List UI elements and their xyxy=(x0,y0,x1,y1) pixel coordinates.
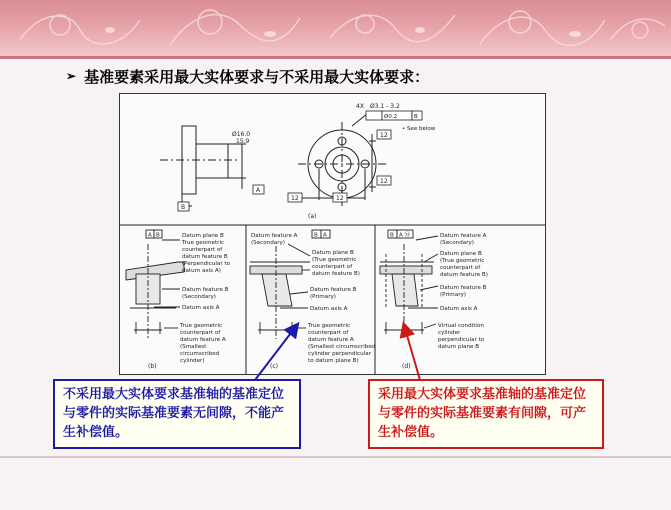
note-without-mmc: 不采用最大实体要求基准轴的基准定位与零件的实际基准要素无间隙，不能产生补偿值。 xyxy=(53,379,301,449)
label-b: (b) xyxy=(148,363,157,370)
svg-text:Datum axis A: Datum axis A xyxy=(440,306,478,312)
note-with-mmc: 采用最大实体要求基准轴的基准定位与零件的实际基准要素有间隙，可产生补偿值。 xyxy=(368,379,604,449)
label-a: (a) xyxy=(308,213,317,220)
callout-count: 4X xyxy=(356,103,364,110)
svg-text:datum plane B: datum plane B xyxy=(438,344,480,350)
svg-text:(Primary): (Primary) xyxy=(440,292,466,298)
label-c: (c) xyxy=(270,363,278,370)
svg-text:counterpart of: counterpart of xyxy=(182,247,223,253)
svg-text:Datum feature B: Datum feature B xyxy=(310,287,357,293)
arrow-bullet-icon: ➢ xyxy=(66,69,77,83)
svg-text:(Secondary): (Secondary) xyxy=(440,240,474,246)
dim-12-right: 12 xyxy=(380,178,388,185)
svg-text:(True geometric: (True geometric xyxy=(312,257,357,263)
panel-d-frame-a-mmc: A Ⓜ xyxy=(399,232,411,239)
datum-a-label: A xyxy=(256,187,261,194)
svg-text:datum feature B: datum feature B xyxy=(182,254,228,260)
svg-text:cylinder: cylinder xyxy=(438,330,461,336)
svg-text:Datum axis A: Datum axis A xyxy=(182,305,220,311)
callout-diameter: Ø3.1 - 3.2 xyxy=(370,103,400,110)
svg-text:(True geometric: (True geometric xyxy=(440,258,485,264)
svg-text:True geometric: True geometric xyxy=(180,323,223,329)
see-below-note: • See below xyxy=(402,126,436,132)
svg-text:(Primary): (Primary) xyxy=(310,294,336,300)
svg-text:counterpart of: counterpart of xyxy=(308,330,349,336)
panel-d-frame-b: B xyxy=(390,232,394,239)
panel-b-frame-a: A xyxy=(148,232,152,239)
diameter-upper: Ø16.0 xyxy=(232,131,251,138)
dim-12-bottom-left: 12 xyxy=(291,195,299,202)
datum-b-label: B xyxy=(181,204,186,211)
svg-text:Datum plane B: Datum plane B xyxy=(440,251,482,257)
svg-text:Datum feature A: Datum feature A xyxy=(440,233,487,239)
footer-divider xyxy=(0,456,671,458)
svg-text:Datum axis A: Datum axis A xyxy=(310,306,348,312)
svg-text:Datum feature B: Datum feature B xyxy=(182,287,229,293)
svg-text:Datum plane B: Datum plane B xyxy=(182,233,224,239)
svg-text:to datum plane B): to datum plane B) xyxy=(308,358,359,364)
svg-text:True geometric: True geometric xyxy=(182,240,225,246)
svg-text:(Secondary): (Secondary) xyxy=(251,240,285,246)
svg-text:counterpart of: counterpart of xyxy=(312,264,353,270)
svg-text:(Smallest: (Smallest xyxy=(180,344,207,350)
svg-text:True geometric: True geometric xyxy=(308,323,351,329)
svg-text:Datum feature A: Datum feature A xyxy=(251,233,298,239)
svg-text:datum feature B): datum feature B) xyxy=(312,271,360,277)
red-arrow xyxy=(404,325,420,380)
svg-text:datum feature A: datum feature A xyxy=(180,337,226,343)
blue-arrow xyxy=(255,325,297,380)
svg-text:datum axis A): datum axis A) xyxy=(182,268,221,274)
dim-12-top: 12 xyxy=(380,132,388,139)
svg-text:Datum plane B: Datum plane B xyxy=(312,250,354,256)
svg-text:Datum feature B: Datum feature B xyxy=(440,285,487,291)
svg-text:(Smallest circumscribed: (Smallest circumscribed xyxy=(308,344,376,350)
callout-datum: B xyxy=(414,114,418,120)
svg-text:cylinder perpendicular: cylinder perpendicular xyxy=(308,351,371,357)
panel-b-frame-b: B xyxy=(156,232,160,239)
label-d: (d) xyxy=(402,363,411,370)
panel-c-frame-b: B xyxy=(314,232,318,239)
svg-text:circumscribed: circumscribed xyxy=(180,351,220,357)
svg-text:(Perpendicular to: (Perpendicular to xyxy=(182,261,231,267)
dim-12-bottom-right: 12 xyxy=(336,195,344,202)
svg-text:(Secondary): (Secondary) xyxy=(182,294,216,300)
svg-text:counterpart of: counterpart of xyxy=(180,330,221,336)
svg-text:cylinder): cylinder) xyxy=(180,358,205,364)
diameter-lower: 15.9 xyxy=(236,138,250,145)
svg-text:counterpart of: counterpart of xyxy=(440,265,481,271)
heading-text: 基准要素采用最大实体要求与不采用最大实体要求： xyxy=(84,67,430,86)
svg-text:perpendicular to: perpendicular to xyxy=(438,337,485,343)
svg-text:datum feature A: datum feature A xyxy=(308,337,354,343)
svg-text:Virtual condition: Virtual condition xyxy=(438,323,484,329)
callout-tolerance: Ø0.2 xyxy=(384,114,398,120)
panel-c-frame-a: A xyxy=(323,232,327,239)
svg-text:datum feature B): datum feature B) xyxy=(440,272,488,278)
